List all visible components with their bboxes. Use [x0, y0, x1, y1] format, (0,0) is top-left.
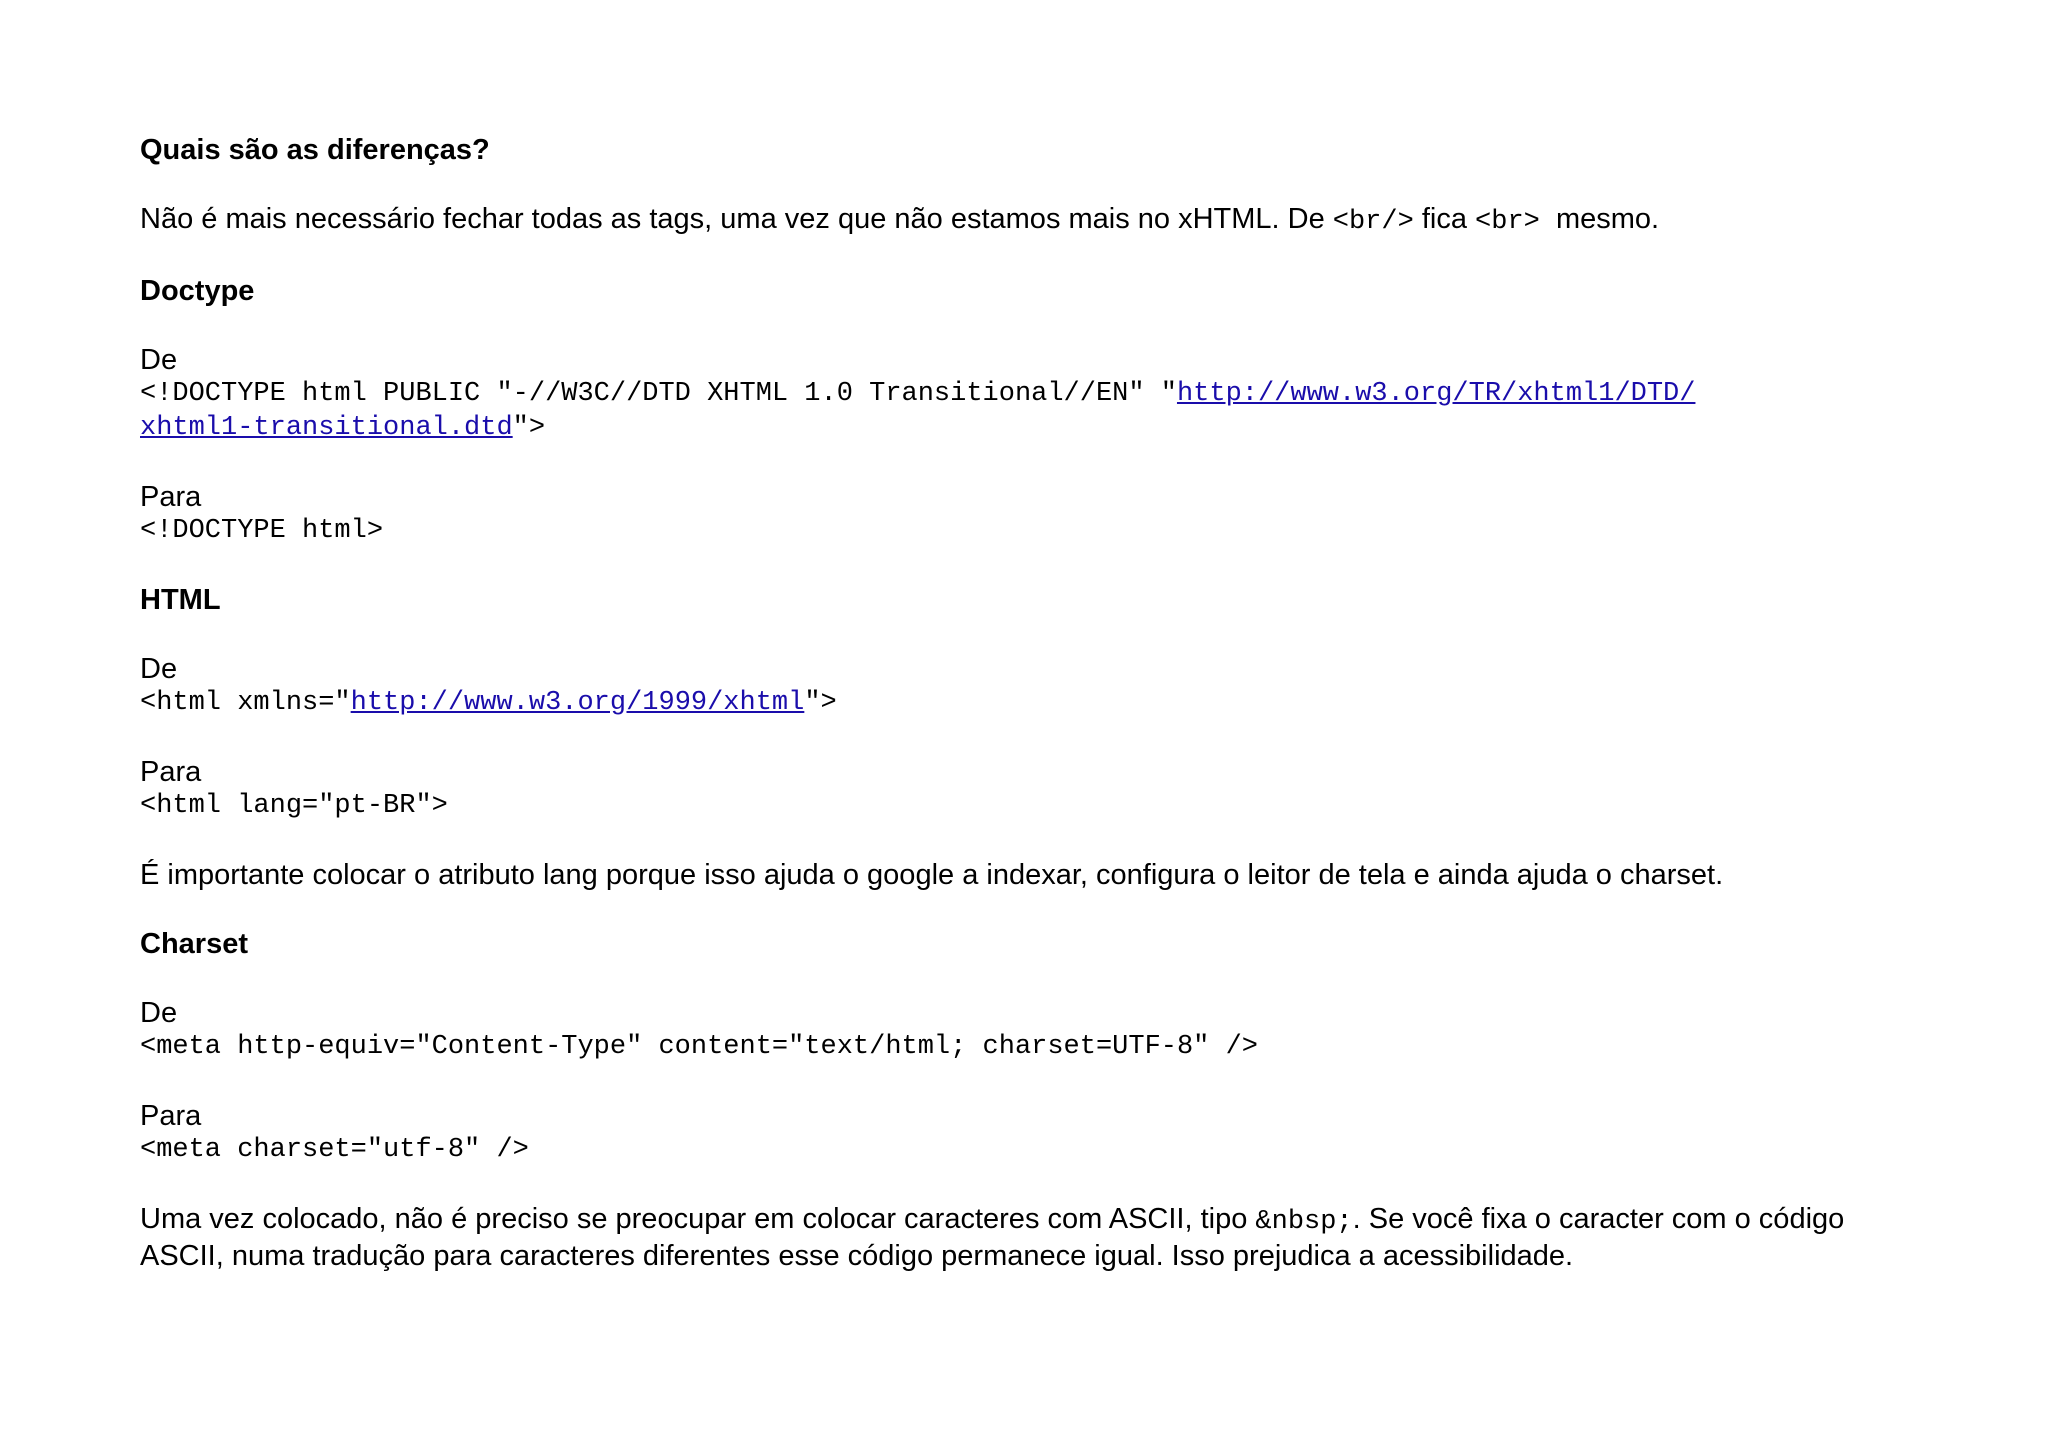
- dtd-link[interactable]: http://www.w3.org/TR/xhtml1/DTD/: [1176, 379, 1696, 409]
- dtd-link-continued[interactable]: xhtml1-transitional.dtd: [140, 413, 513, 443]
- code-text: ">: [804, 688, 837, 718]
- charset-from-group: [140, 996, 1940, 1064]
- charset-note-text: . Se você fixa o caracter com o código: [1352, 1203, 1845, 1235]
- html-to-code: <html lang="pt-BR">: [140, 791, 448, 821]
- intro-heading: Quais são as diferenças?: [140, 134, 490, 166]
- doctype-to-code: <!DOCTYPE html>: [140, 516, 384, 546]
- intro-text: Não é mais necessário fechar todas as tags, uma vez que não estamos mais no xHTML. De: [140, 203, 1333, 235]
- charset-heading: Charset: [140, 928, 248, 960]
- xhtml-namespace-link[interactable]: http://www.w3.org/1999/xhtml: [350, 688, 805, 718]
- from-label: De: [140, 997, 178, 1029]
- charset-from-code: <meta http-equiv="Content-Type" content="text/html; charset=UTF-8" />: [140, 1032, 1258, 1062]
- doctype-from-code-continued: [140, 411, 1940, 445]
- code-text: <!DOCTYPE html PUBLIC "-//W3C//DTD XHTML 1.0 Transitional//EN" ": [140, 379, 1177, 409]
- lang-note-paragraph: É importante colocar o atributo lang porque isso ajuda o google a indexar, configura o leitor de tela e ainda ajuda o charset.: [140, 859, 1724, 891]
- intro-paragraph: [140, 202, 1940, 239]
- intro-text: mesmo.: [1539, 203, 1660, 235]
- to-label: Para: [140, 481, 202, 513]
- doctype-from-code: [140, 377, 1940, 411]
- nbsp-code: &nbsp;: [1255, 1207, 1353, 1237]
- from-label: De: [140, 653, 178, 685]
- doctype-to-group: [140, 480, 1940, 548]
- html-heading: HTML: [140, 584, 221, 616]
- charset-note-paragraph: [140, 1202, 1940, 1273]
- to-label: Para: [140, 1100, 202, 1132]
- from-label: De: [140, 344, 178, 376]
- code-text: ">: [512, 413, 546, 443]
- html-from-group: [140, 652, 1940, 720]
- doctype-from-group: [140, 343, 1940, 445]
- charset-to-group: [140, 1099, 1940, 1167]
- br-html5-code: <br>: [1475, 207, 1540, 237]
- charset-note-text: ASCII, numa tradução para caracteres diferentes esse código permanece igual. Isso prejudica a acessibilidade.: [140, 1240, 1574, 1272]
- html-to-group: [140, 755, 1940, 823]
- br-xhtml-code: <br/>: [1332, 207, 1414, 237]
- to-label: Para: [140, 756, 202, 788]
- charset-to-code: <meta charset="utf-8" />: [140, 1135, 529, 1165]
- document-page: [140, 133, 1940, 1273]
- intro-text: fica: [1413, 203, 1476, 235]
- code-text: <html xmlns=": [140, 688, 351, 718]
- charset-note-text: Uma vez colocado, não é preciso se preocupar em colocar caracteres com ASCII, tipo: [140, 1203, 1256, 1235]
- doctype-heading: Doctype: [140, 275, 255, 307]
- html-from-code: [140, 686, 1940, 720]
